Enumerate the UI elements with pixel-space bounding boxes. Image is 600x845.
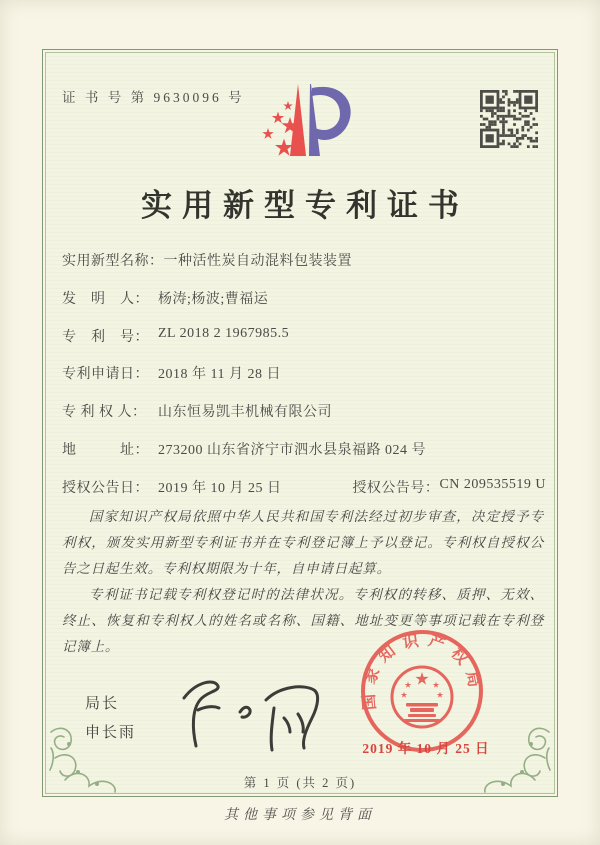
field-label: 专 利 权 人： xyxy=(62,405,147,421)
grant-date-value: 2019 年 10 月 25 日 xyxy=(158,480,282,496)
field-row-application-date xyxy=(62,363,550,401)
seal-text: 国家知识产权局 xyxy=(360,631,485,711)
director-block xyxy=(85,690,136,748)
field-label: 地 址： xyxy=(62,442,149,458)
field-value: 2018 年 11 月 28 日 xyxy=(158,367,281,383)
legal-paragraph-2: 专利证书记载专利权登记时的法律状况。专利权的转移、质押、无效、终止、恢复和专利权人的姓名或名称、国籍、地址变更等事项记载在专利登记簿上。 xyxy=(62,587,544,654)
director-signature xyxy=(162,662,332,762)
qr-code xyxy=(480,90,538,148)
field-value: 山东恒易凯丰机械有限公司 xyxy=(158,405,332,421)
field-value: ZL 2018 2 1967985.5 xyxy=(158,325,290,341)
field-label: 专 利 号： xyxy=(62,329,149,345)
field-row-patent-number xyxy=(62,326,550,364)
field-row-utility-model-name xyxy=(62,250,550,288)
field-row-patentee xyxy=(62,401,550,439)
seal-date: 2019 年 10 月 25 日 xyxy=(362,741,490,756)
director-name: 申长雨 xyxy=(85,725,137,741)
field-value: 杨涛;杨波;曹福运 xyxy=(158,291,269,307)
certificate-number: 证 书 号 第 9630096 号 xyxy=(62,90,245,105)
field-label: 授权公告日： xyxy=(62,480,149,496)
grant-date-group xyxy=(62,477,282,497)
back-note: 其他事项参见背面 xyxy=(224,808,376,823)
cnipa-patent-logo-icon xyxy=(248,78,352,164)
field-row-inventors xyxy=(62,288,550,326)
official-seal xyxy=(358,627,486,755)
field-value: 273200 山东省济宁市泗水县泉福路 024 号 xyxy=(158,442,426,458)
svg-text:国家知识产权局 xyxy=(358,631,485,711)
field-row-address xyxy=(62,439,550,477)
field-label: 专利申请日： xyxy=(62,367,149,383)
grant-number-value: CN 209535519 U xyxy=(439,476,546,492)
field-label: 授权公告号： xyxy=(352,480,440,496)
certificate-title: 实用新型专利证书 xyxy=(141,188,469,223)
grant-number-group xyxy=(352,477,546,497)
field-label: 发 明 人： xyxy=(62,291,149,307)
legal-paragraph-1: 国家知识产权局依照中华人民共和国专利法经过初步审查，决定授予专利权，颁发实用新型专利证书并在专利登记簿上予以登记。专利权自授权公告之日起生效。专利权期限为十年，自申请日起算。 xyxy=(62,509,544,576)
field-value: 一种活性炭自动混料包装装置 xyxy=(163,254,352,269)
field-label: 实用新型名称： xyxy=(62,254,164,269)
page-number: 第 1 页 (共 2 页) xyxy=(243,776,357,790)
director-title: 局长 xyxy=(85,696,120,712)
certificate-fields xyxy=(62,250,550,515)
